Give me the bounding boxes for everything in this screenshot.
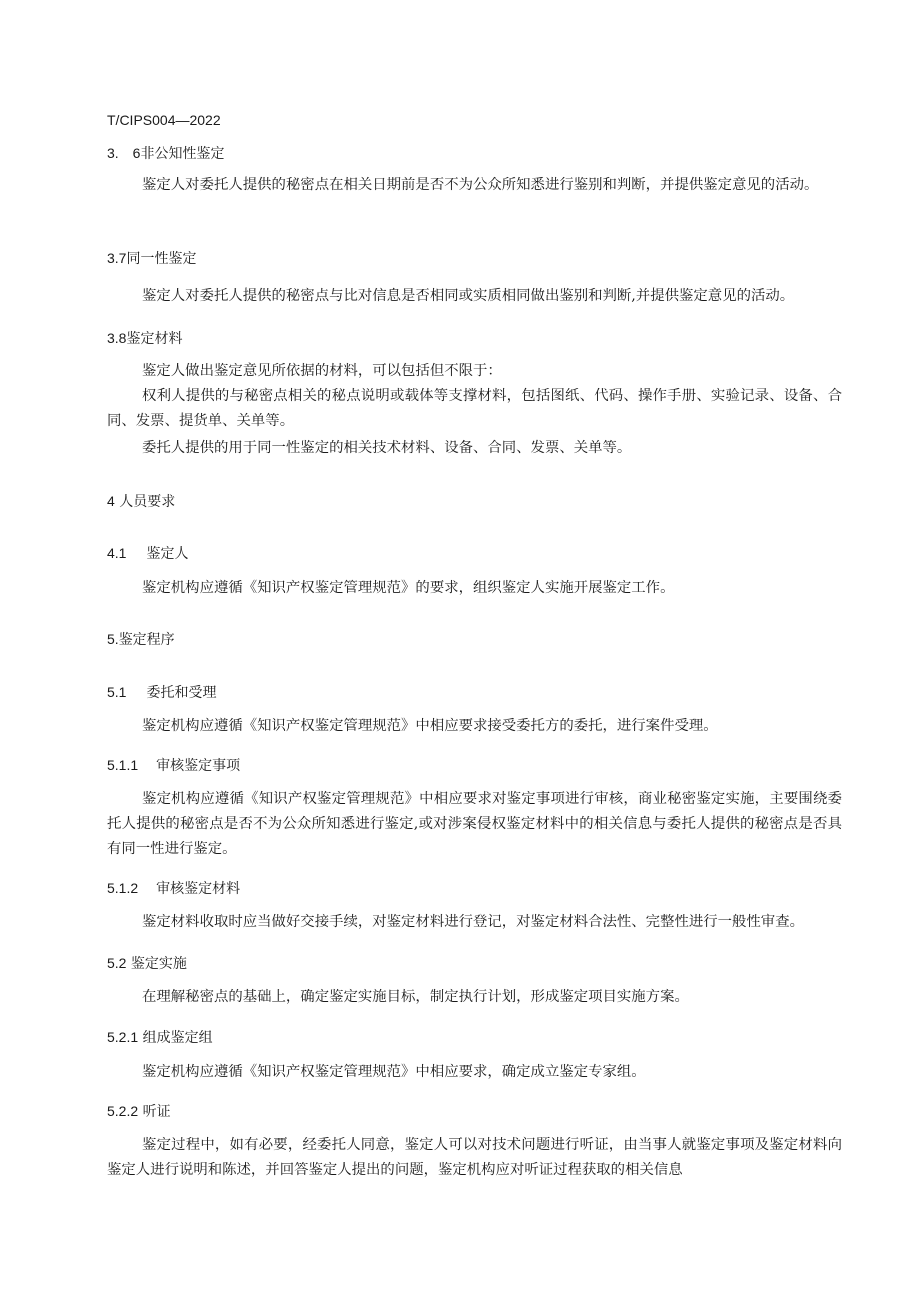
paragraph-5-2: 在理解秘密点的基础上，确定鉴定实施目标，制定执行计划，形成鉴定项目实施方案。	[142, 989, 689, 1005]
heading-5-2	[107, 953, 187, 973]
heading-title: 鉴定实施	[130, 956, 187, 972]
heading-5-2-2	[107, 1101, 171, 1121]
heading-title: 听证	[142, 1104, 171, 1120]
heading-4-1	[107, 543, 188, 563]
heading-title: 人员要求	[119, 494, 176, 510]
heading-number: 3.8	[107, 330, 127, 346]
heading-number: 5.2.2	[107, 1103, 139, 1119]
heading-5-2-1	[107, 1027, 213, 1047]
heading-number: 5.1.2	[107, 880, 139, 896]
paragraph-3-6: 鉴定人对委托人提供的秘密点在相关日期前是否不为公众所知悉进行鉴别和判断，并提供鉴定意见的活动。	[142, 177, 819, 193]
heading-number: 5.2.1	[107, 1029, 139, 1045]
paragraph-3-8-item-1: 权利人提供的与秘密点相关的秘点说明或载体等支撑材料，包括图纸、代码、操作手册、实验记录、设备、合同、发票、提货单、关单等。	[107, 388, 842, 429]
paragraph-5-2-2: 鉴定过程中，如有必要，经委托人同意，鉴定人可以对技术问题进行听证，由当事人就鉴定事项及鉴定材料向鉴定人进行说明和陈述，并回答鉴定人提出的问题，鉴定机构应对听证过程获取的相关信息	[107, 1137, 842, 1178]
heading-number: 5.1.1	[107, 757, 139, 773]
heading-title: 鉴定程序	[118, 632, 175, 648]
heading-3-7	[107, 248, 196, 268]
paragraph-5-1: 鉴定机构应遵循《知识产权鉴定管理规范》中相应要求接受委托方的委托，进行案件受理。	[142, 718, 718, 734]
heading-title: 委托和受理	[146, 685, 217, 701]
paragraph-4-1: 鉴定机构应遵循《知识产权鉴定管理规范》的要求，组织鉴定人实施开展鉴定工作。	[142, 580, 675, 596]
heading-title: 审核鉴定材料	[156, 881, 241, 897]
heading-number: 5.	[107, 631, 119, 647]
heading-title: 组成鉴定组	[142, 1030, 213, 1046]
heading-5	[107, 629, 175, 649]
paragraph-5-1-1: 鉴定机构应遵循《知识产权鉴定管理规范》中相应要求对鉴定事项进行审核，商业秘密鉴定实施，主要围绕委托人提供的秘密点是否不为公众所知悉进行鉴定,或对涉案侵权鉴定材料中的相关信息与委托人提供的秘密点是否具有同一性进行鉴定。	[107, 791, 843, 857]
heading-4	[107, 491, 175, 511]
heading-number: 5.2	[107, 955, 127, 971]
heading-5-1	[107, 682, 216, 702]
paragraph-3-8-item-2: 委托人提供的用于同一性鉴定的相关技术材料、设备、合同、发票、关单等。	[142, 440, 632, 456]
paragraph-5-1-2: 鉴定材料收取时应当做好交接手续，对鉴定材料进行登记，对鉴定材料合法性、完整性进行一般性审查。	[142, 914, 804, 930]
heading-number: 4	[107, 493, 115, 509]
heading-3-6	[107, 143, 224, 163]
heading-number: 3.7	[107, 250, 127, 266]
heading-title: 审核鉴定事项	[156, 758, 241, 774]
heading-title: 非公知性鉴定	[140, 146, 225, 162]
paragraph-3-7: 鉴定人对委托人提供的秘密点与比对信息是否相同或实质相同做出鉴别和判断,并提供鉴定意见的活动。	[142, 288, 795, 304]
paragraph-3-8-intro: 鉴定人做出鉴定意见所依据的材料，可以包括但不限于：	[142, 363, 502, 379]
heading-title: 同一性鉴定	[126, 251, 197, 267]
heading-number: 4.1	[107, 545, 127, 561]
document-code: T/CIPS004—2022	[107, 112, 221, 128]
heading-title: 鉴定人	[146, 546, 189, 562]
heading-number: 3. 6	[107, 145, 141, 161]
heading-5-1-2	[107, 878, 240, 898]
heading-title: 鉴定材料	[126, 331, 183, 347]
heading-3-8	[107, 328, 182, 348]
paragraph-5-2-1: 鉴定机构应遵循《知识产权鉴定管理规范》中相应要求，确定成立鉴定专家组。	[142, 1064, 646, 1080]
heading-5-1-1	[107, 755, 240, 775]
heading-number: 5.1	[107, 684, 127, 700]
